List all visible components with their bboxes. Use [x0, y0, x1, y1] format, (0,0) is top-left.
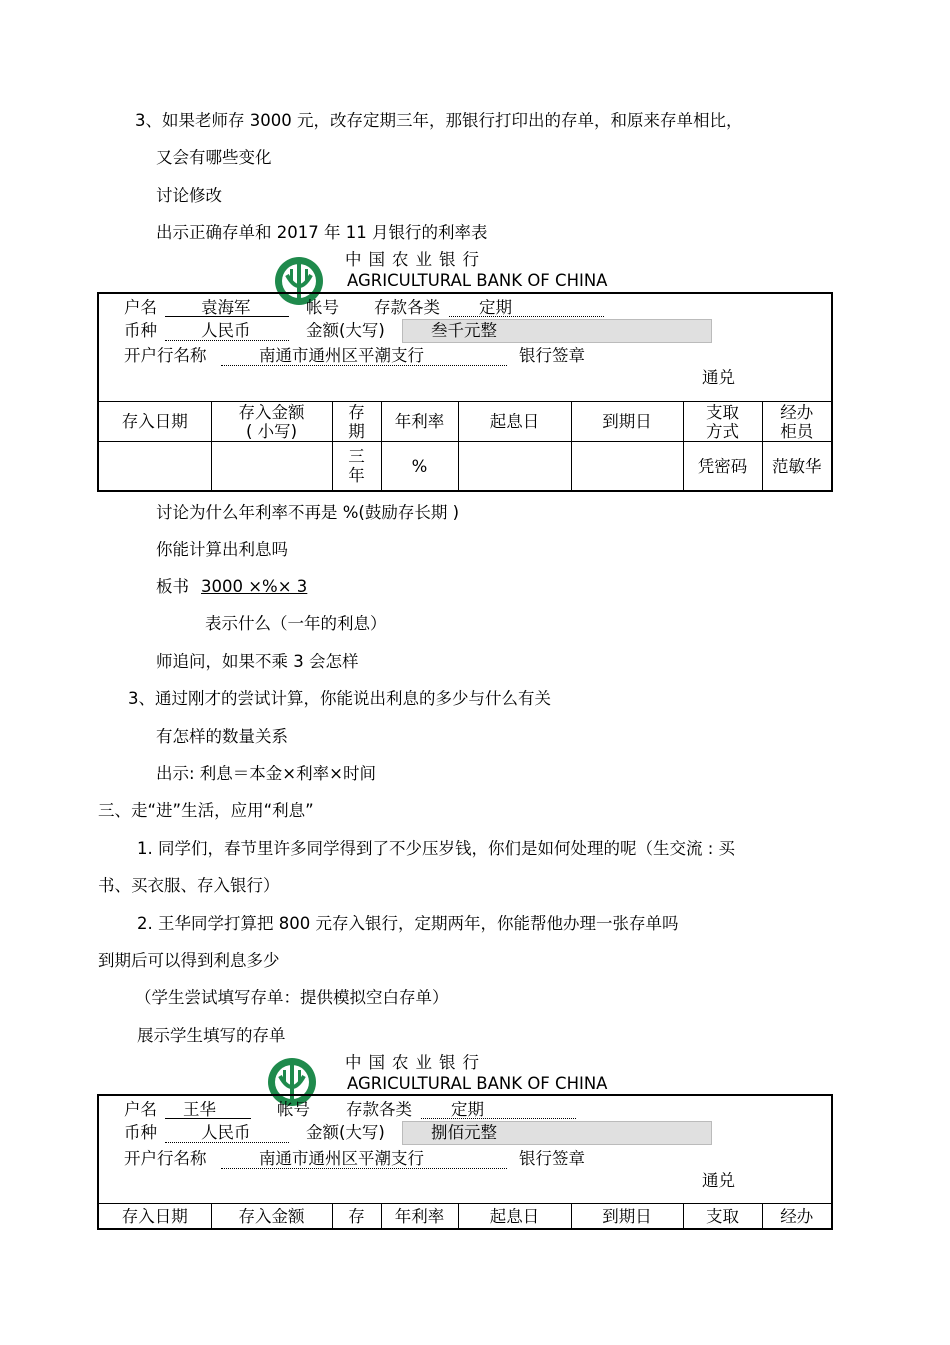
table-header-cell: 年利率	[381, 402, 458, 442]
bank-name-en: AGRICULTURAL BANK OF CHINA	[347, 1074, 608, 1093]
slip-1-table	[99, 401, 831, 491]
branch-value: 南通市通州区平潮支行	[259, 346, 424, 365]
board-label: 板书	[156, 577, 189, 596]
slip-2-table	[99, 1203, 831, 1229]
table-data-cell	[571, 442, 683, 491]
table-header-cell: 存入日期	[99, 402, 211, 442]
table-data-cell	[211, 442, 332, 491]
formula-line: 出示: 利息＝本金×利率×时间	[156, 764, 376, 783]
table-header-cell: 存入金额 ( 小写)	[211, 402, 332, 442]
label-account-no: 帐号	[306, 298, 339, 317]
label-amount-upper: 金额(大写)	[306, 321, 385, 340]
label-bank-seal: 银行签章	[519, 1149, 585, 1168]
meaning-line: 表示什么（一年的利息）	[205, 614, 387, 633]
label-bank-seal: 银行签章	[519, 346, 585, 365]
currency-value: 人民币	[201, 321, 251, 340]
table-data-cell: 三 年	[332, 442, 381, 491]
question-3-cont: 又会有哪些变化	[156, 148, 272, 167]
table-header-cell: 经办	[762, 1204, 831, 1229]
label-tongdui: 通兑	[702, 368, 735, 387]
para-1: 1. 同学们，春节里许多同学得到了不少压岁钱，你们是如何处理的呢（生交流 : 买	[137, 839, 736, 858]
account-name-value: 王华	[183, 1100, 216, 1119]
question-3b: 3、通过刚才的尝试计算，你能说出利息的多少与什么有关	[128, 689, 551, 708]
deposit-slip-1	[97, 292, 833, 492]
table-header-cell: 经办 柜员	[762, 402, 831, 442]
question-3: 3、如果老师存 3000 元，改存定期三年，那银行打印出的存单，和原来存单相比，	[135, 111, 743, 130]
table-data-cell	[458, 442, 571, 491]
table-data-cell: 凭密码	[683, 442, 762, 491]
table-header-cell: 起息日	[458, 1204, 571, 1229]
table-header-cell: 到期日	[571, 402, 683, 442]
amount-upper-value: 捌佰元整	[431, 1123, 497, 1142]
label-account-name: 户名	[124, 1100, 157, 1119]
table-header-cell: 存入金额	[211, 1204, 332, 1229]
label-branch: 开户行名称	[124, 1149, 207, 1168]
table-header-cell: 存入日期	[99, 1204, 211, 1229]
table-header-cell: 存 期	[332, 402, 381, 442]
table-header-cell: 支取	[683, 1204, 762, 1229]
can-calc-line: 你能计算出利息吗	[156, 540, 288, 559]
table-data-cell: %	[381, 442, 458, 491]
label-account-name: 户名	[124, 298, 157, 317]
table-data-cell	[99, 442, 211, 491]
show-student-line: 展示学生填写的存单	[137, 1026, 286, 1045]
table-data-cell: 范敏华	[762, 442, 831, 491]
para-2-cont: 到期后可以得到利息多少	[98, 951, 280, 970]
table-header-cell: 存	[332, 1204, 381, 1229]
show-line: 出示正确存单和 2017 年 11 月银行的利率表	[156, 223, 488, 242]
label-tongdui: 通兑	[702, 1171, 735, 1190]
table-header-cell: 到期日	[571, 1204, 683, 1229]
account-name-value: 袁海军	[201, 298, 251, 317]
why-rate-line: 讨论为什么年利率不再是 %(鼓励存长期 )	[156, 503, 460, 522]
section-3-heading: 三、走“进”生活，应用“利息”	[98, 801, 314, 820]
label-deposit-type: 存款各类	[346, 1100, 412, 1119]
para-1-cont: 书、买衣服、存入银行）	[98, 876, 280, 895]
student-try-line: （学生尝试填写存单：提供模拟空白存单）	[135, 988, 449, 1007]
label-currency: 币种	[124, 321, 157, 340]
currency-value: 人民币	[201, 1123, 251, 1142]
table-header-cell: 支取 方式	[683, 402, 762, 442]
para-2: 2. 王华同学打算把 800 元存入银行，定期两年，你能帮他办理一张存单吗	[137, 914, 679, 933]
label-deposit-type: 存款各类	[374, 298, 440, 317]
deposit-type-value: 定期	[451, 1100, 484, 1119]
branch-value: 南通市通州区平潮支行	[259, 1149, 424, 1168]
board-formula: 3000 ×%× 3	[201, 577, 308, 596]
quantity-relation-line: 有怎样的数量关系	[156, 727, 288, 746]
bank-name-cn: 中国农业银行	[345, 1053, 486, 1072]
ask-line: 师追问，如果不乘 3 会怎样	[156, 652, 359, 671]
label-amount-upper: 金额(大写)	[306, 1123, 385, 1142]
discuss-line: 讨论修改	[156, 186, 222, 205]
label-account-no: 帐号	[277, 1100, 310, 1119]
table-header-cell: 年利率	[381, 1204, 458, 1229]
deposit-slip-2	[97, 1094, 833, 1230]
bank-name-en: AGRICULTURAL BANK OF CHINA	[347, 271, 608, 290]
bank-name-cn: 中国农业银行	[345, 250, 486, 269]
deposit-type-value: 定期	[479, 298, 512, 317]
label-currency: 币种	[124, 1123, 157, 1142]
amount-upper-value: 叁千元整	[431, 321, 497, 340]
table-header-cell: 起息日	[458, 402, 571, 442]
label-branch: 开户行名称	[124, 346, 207, 365]
